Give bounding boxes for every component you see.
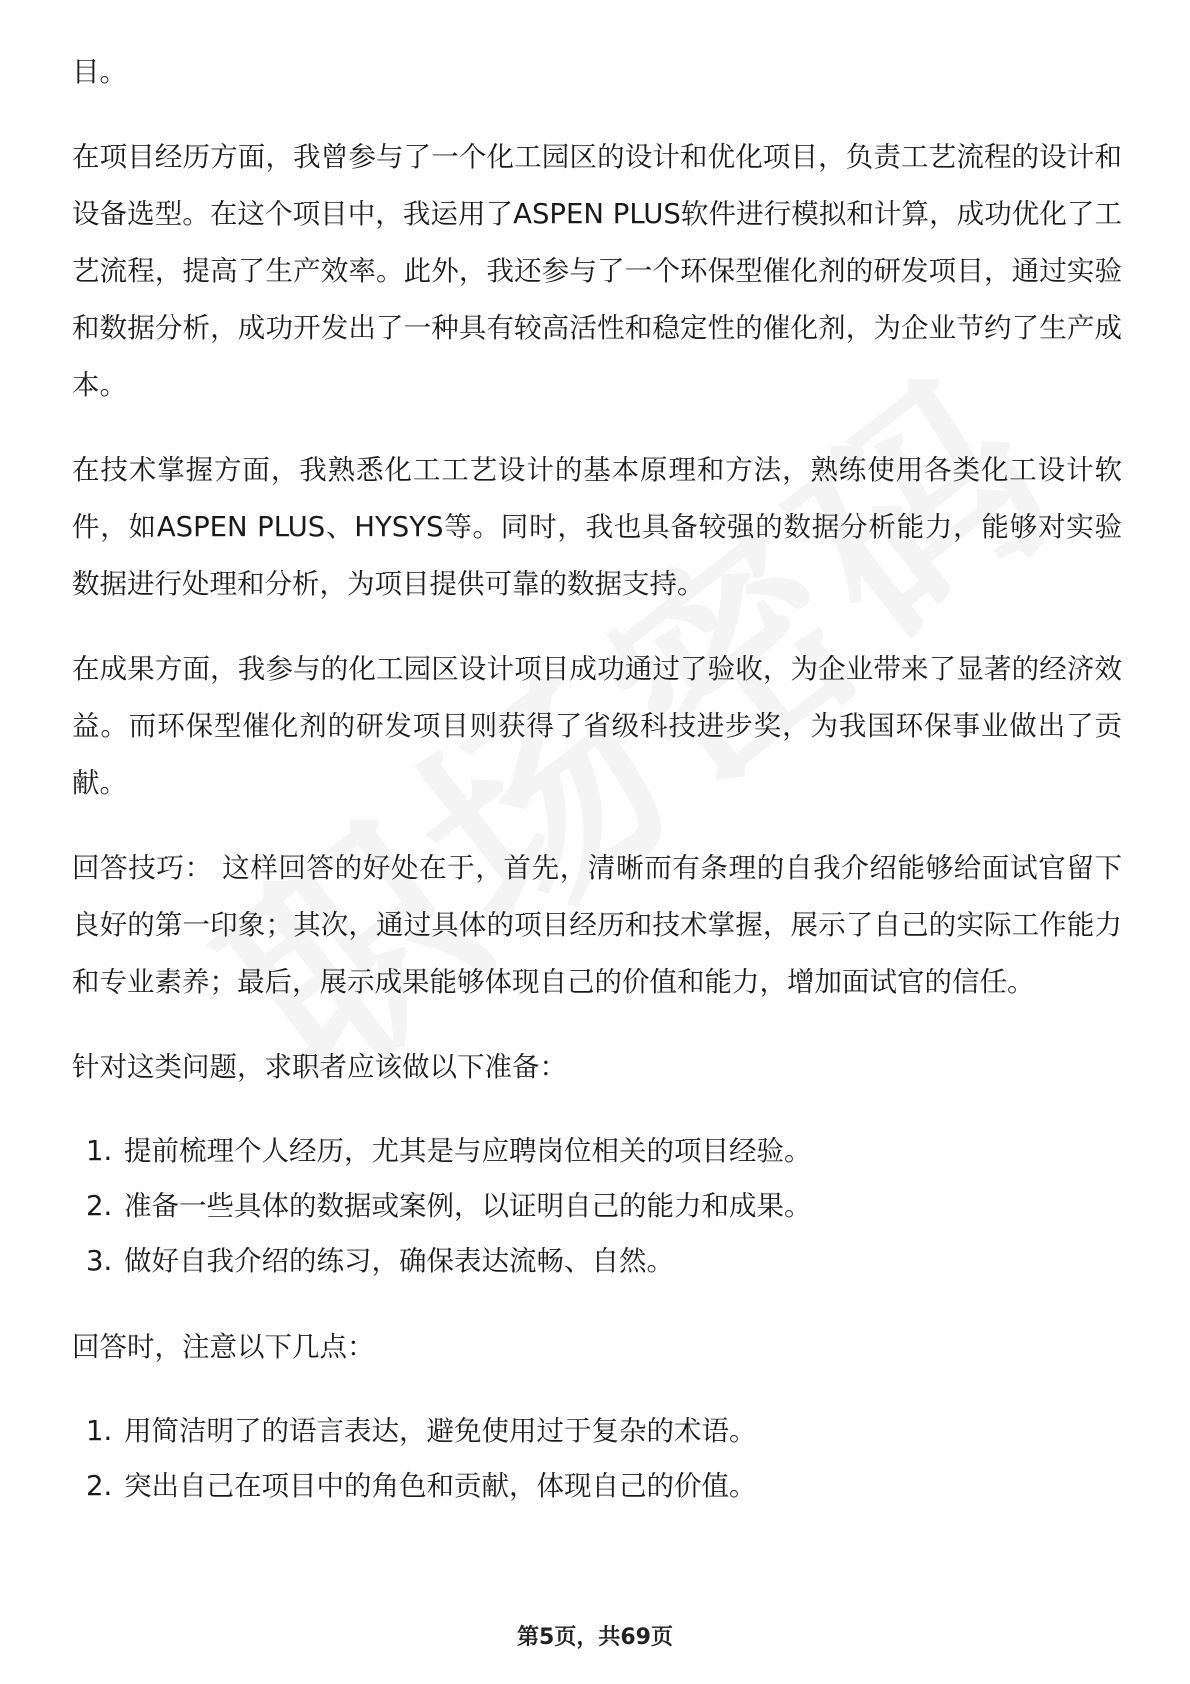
document-body — [72, 44, 1122, 1544]
paragraph-project-experience: 在项目经历方面，我曾参与了一个化工园区的设计和优化项目，负责工艺流程的设计和设备选型。在这个项目中，我运用了ASPEN PLUS软件进行模拟和计算，成功优化了工艺流程，提高了生产效率。此外，我还参与了一个环保型催化剂的研发项目，通过实验和数据分析，成功开发出了一种具有较高活性和稳定性的催化剂，为企业节约了生产成本。 — [72, 141, 1122, 401]
list-item — [72, 1234, 1122, 1289]
list-item — [72, 1459, 1122, 1514]
preparation-list — [72, 1124, 1122, 1289]
list-item-text: 用简洁明了的语言表达，避免使用过于复杂的术语。 — [124, 1415, 757, 1447]
paragraph-achievements: 在成果方面，我参与的化工园区设计项目成功通过了验收，为企业带来了显著的经济效益。而环保型催化剂的研发项目则获得了省级科技进步奖，为我国环保事业做出了贡献。 — [72, 653, 1122, 799]
list-item-number: 1. — [86, 1415, 113, 1447]
list-item — [72, 1124, 1122, 1179]
answer-notes-list — [72, 1404, 1122, 1514]
list-item — [72, 1179, 1122, 1234]
paragraph-preparation-intro: 针对这类问题，求职者应该做以下准备： — [72, 1051, 567, 1083]
paragraph-answer-notes-intro: 回答时，注意以下几点： — [72, 1331, 375, 1363]
list-item-text: 提前梳理个人经历，尤其是与应聘岗位相关的项目经验。 — [124, 1135, 812, 1167]
list-item-number: 3. — [86, 1245, 113, 1277]
page-number-footer: 第5页，共69页 — [517, 1625, 673, 1650]
list-item-text: 突出自己在项目中的角色和贡献，体现自己的价值。 — [124, 1470, 757, 1502]
list-item — [72, 1404, 1122, 1459]
paragraph-answer-tips: 回答技巧： 这样回答的好处在于，首先，清晰而有条理的自我介绍能够给面试官留下良好的第一印象；其次，通过具体的项目经历和技术掌握，展示了自己的实际工作能力和专业素养；最后，展示成果能够体现自己的价值和能力，增加面试官的信任。 — [72, 852, 1122, 998]
list-item-number: 1. — [86, 1135, 113, 1167]
list-item-text: 做好自我介绍的练习，确保表达流畅、自然。 — [124, 1245, 674, 1277]
list-item-number: 2. — [86, 1470, 113, 1502]
paragraph-continuation: 目。 — [72, 56, 127, 88]
list-item-text: 准备一些具体的数据或案例，以证明自己的能力和成果。 — [124, 1190, 812, 1222]
paragraph-technical-skills: 在技术掌握方面，我熟悉化工工艺设计的基本原理和方法，熟练使用各类化工设计软件，如ASPEN PLUS、HYSYS等。同时，我也具备较强的数据分析能力，能够对实验数据进行处理和分析，为项目提供可靠的数据支持。 — [72, 454, 1122, 600]
list-item-number: 2. — [86, 1190, 113, 1222]
